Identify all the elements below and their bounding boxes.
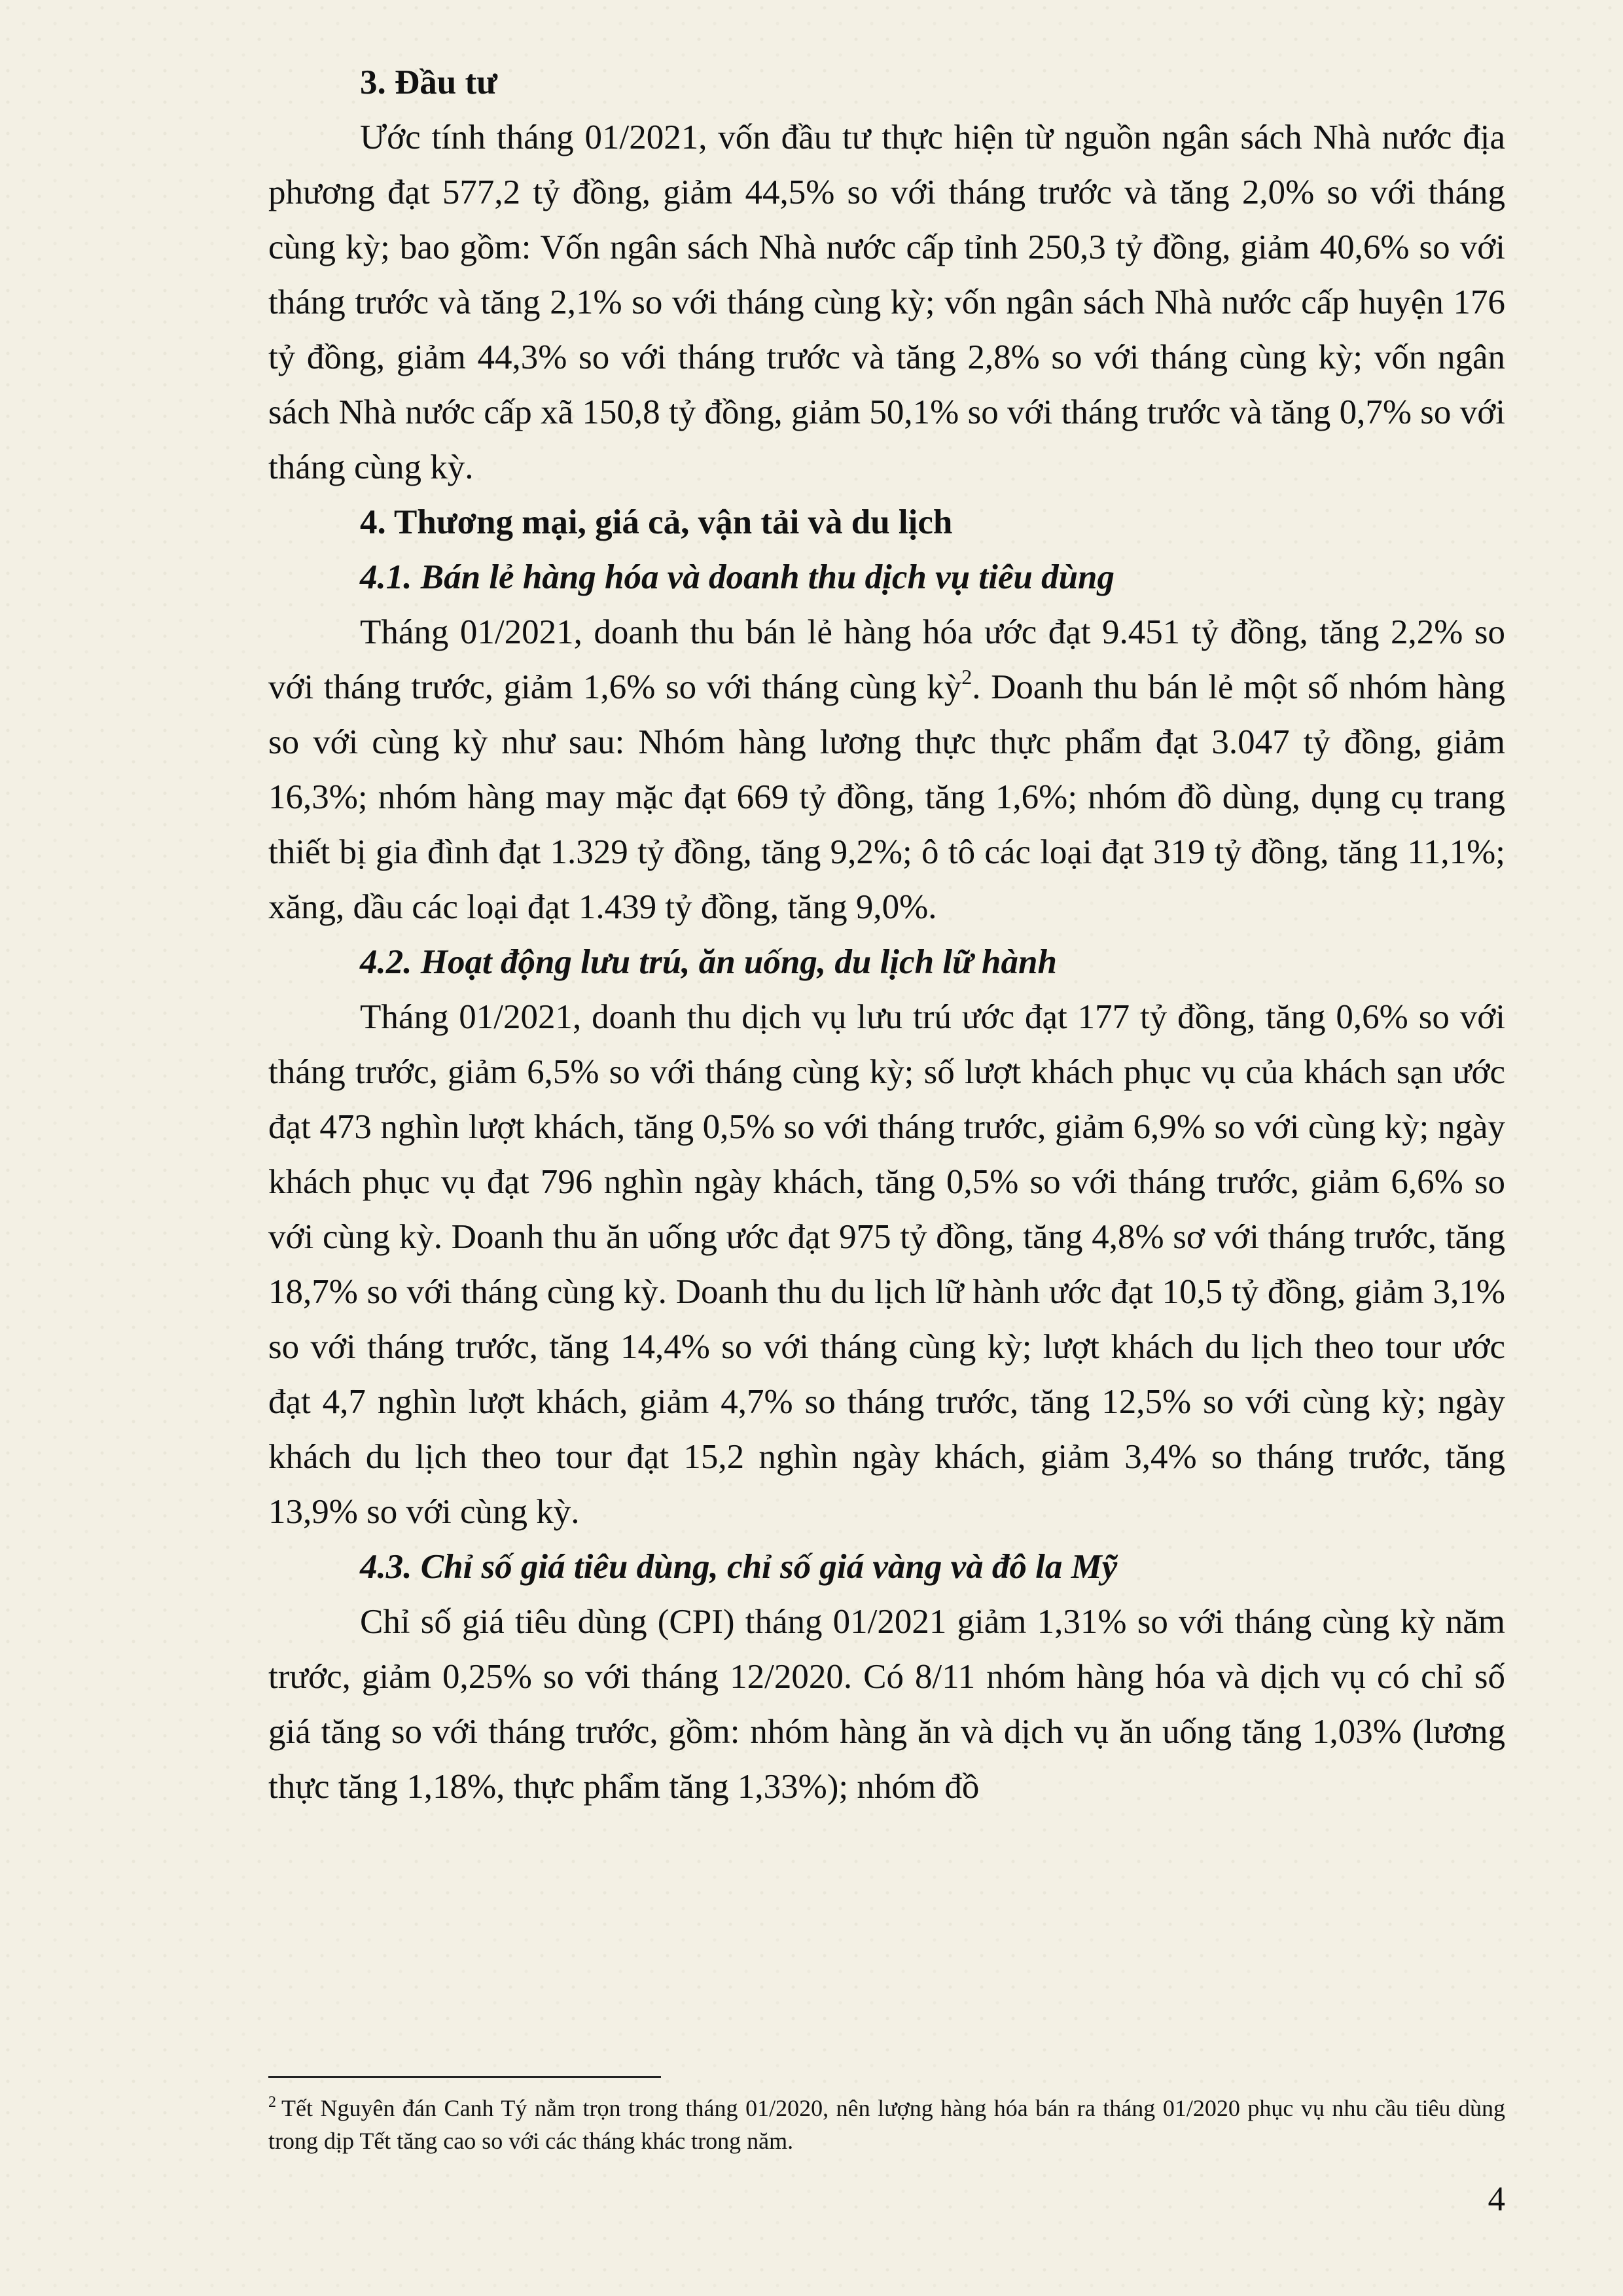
- section-heading-trade: 4. Thương mại, giá cả, vận tải và du lịch: [360, 503, 953, 541]
- paragraph-retail: [268, 605, 1505, 935]
- footnote-reference[interactable]: 2: [961, 665, 972, 689]
- paragraph-retail-part2: . Doanh thu bán lẻ một số nhóm hàng so với cùng kỳ như sau: Nhóm hàng lương thực thực phẩm đạt 3.047 tỷ đồng, giảm 16,3%; nhóm hàng may mặc đạt 669 tỷ đồng, tăng 1,6%; nhóm đồ dùng, dụng cụ trang thiết bị gia đình đạt 1.329 tỷ đồng, tăng 9,2%; ô tô các loại đạt 319 tỷ đồng, tăng 11,1%; xăng, dầu các loại đạt 1.439 tỷ đồng, tăng 9,0%.: [268, 668, 1505, 926]
- paragraph-retail-part1: Tháng 01/2021, doanh thu bán lẻ hàng hóa ước đạt 9.451 tỷ đồng, tăng 2,2% so với tháng trước, giảm 1,6% so với tháng cùng kỳ: [268, 613, 1505, 706]
- paragraph-tourism: Tháng 01/2021, doanh thu dịch vụ lưu trú ước đạt 177 tỷ đồng, tăng 0,6% so với tháng trước, giảm 6,5% so với tháng cùng kỳ; số lượt khách phục vụ của khách sạn ước đạt 473 nghìn lượt khách, tăng 0,5% so với tháng trước, giảm 6,9% so với cùng kỳ; ngày khách phục vụ đạt 796 nghìn ngày khách, tăng 0,5% so với tháng trước, giảm 6,6% so với cùng kỳ. Doanh thu ăn uống ước đạt 975 tỷ đồng, tăng 4,8% sơ với tháng trước, tăng 18,7% so với tháng cùng kỳ. Doanh thu du lịch lữ hành ước đạt 10,5 tỷ đồng, giảm 3,1% so với tháng trước, tăng 14,4% so với tháng cùng kỳ; lượt khách du lịch theo tour ước đạt 4,7 nghìn lượt khách, giảm 4,7% so tháng trước, tăng 12,5% so với cùng kỳ; ngày khách du lịch theo tour đạt 15,2 nghìn ngày khách, giảm 3,4% so tháng trước, tăng 13,9% so với cùng kỳ.: [268, 998, 1505, 1531]
- paragraph-investment: Ước tính tháng 01/2021, vốn đầu tư thực hiện từ nguồn ngân sách Nhà nước địa phương đạt 577,2 tỷ đồng, giảm 44,5% so với tháng trước và tăng 2,0% so với tháng cùng kỳ; bao gồm: Vốn ngân sách Nhà nước cấp tỉnh 250,3 tỷ đồng, giảm 40,6% so với tháng trước và tăng 2,1% so với tháng cùng kỳ; vốn ngân sách Nhà nước cấp huyện 176 tỷ đồng, giảm 44,3% so với tháng trước và tăng 2,8% so với tháng cùng kỳ; vốn ngân sách Nhà nước cấp xã 150,8 tỷ đồng, giảm 50,1% so với tháng trước và tăng 0,7% so với tháng cùng kỳ.: [268, 118, 1505, 486]
- section-heading-investment: 3. Đầu tư: [360, 63, 497, 101]
- footnote-text: Tết Nguyên đán Canh Tý nằm trọn trong tháng 01/2020, nên lượng hàng hóa bán ra tháng 01/2020 phục vụ nhu cầu tiêu dùng trong dịp Tết tăng cao so với các tháng khác trong năm.: [268, 2095, 1505, 2154]
- subheading-retail: 4.1. Bán lẻ hàng hóa và doanh thu dịch vụ tiêu dùng: [360, 558, 1115, 596]
- footnote-divider: [268, 2076, 661, 2078]
- footnote: [268, 2092, 1505, 2157]
- paragraph-cpi: Chỉ số giá tiêu dùng (CPI) tháng 01/2021 giảm 1,31% so với tháng cùng kỳ năm trước, giảm 0,25% so với tháng 12/2020. Có 8/11 nhóm hàng hóa và dịch vụ có chỉ số giá tăng so với tháng trước, gồm: nhóm hàng ăn và dịch vụ ăn uống tăng 1,03% (lương thực tăng 1,18%, thực phẩm tăng 1,33%); nhóm đồ: [268, 1603, 1505, 1806]
- subheading-tourism: 4.2. Hoạt động lưu trú, ăn uống, du lịch lữ hành: [360, 943, 1057, 981]
- subheading-cpi: 4.3. Chỉ số giá tiêu dùng, chỉ số giá vàng và đô la Mỹ: [360, 1548, 1118, 1586]
- page-number: 4: [1488, 2180, 1505, 2218]
- footnote-number: 2: [268, 2094, 276, 2111]
- page-content: [268, 55, 1505, 1814]
